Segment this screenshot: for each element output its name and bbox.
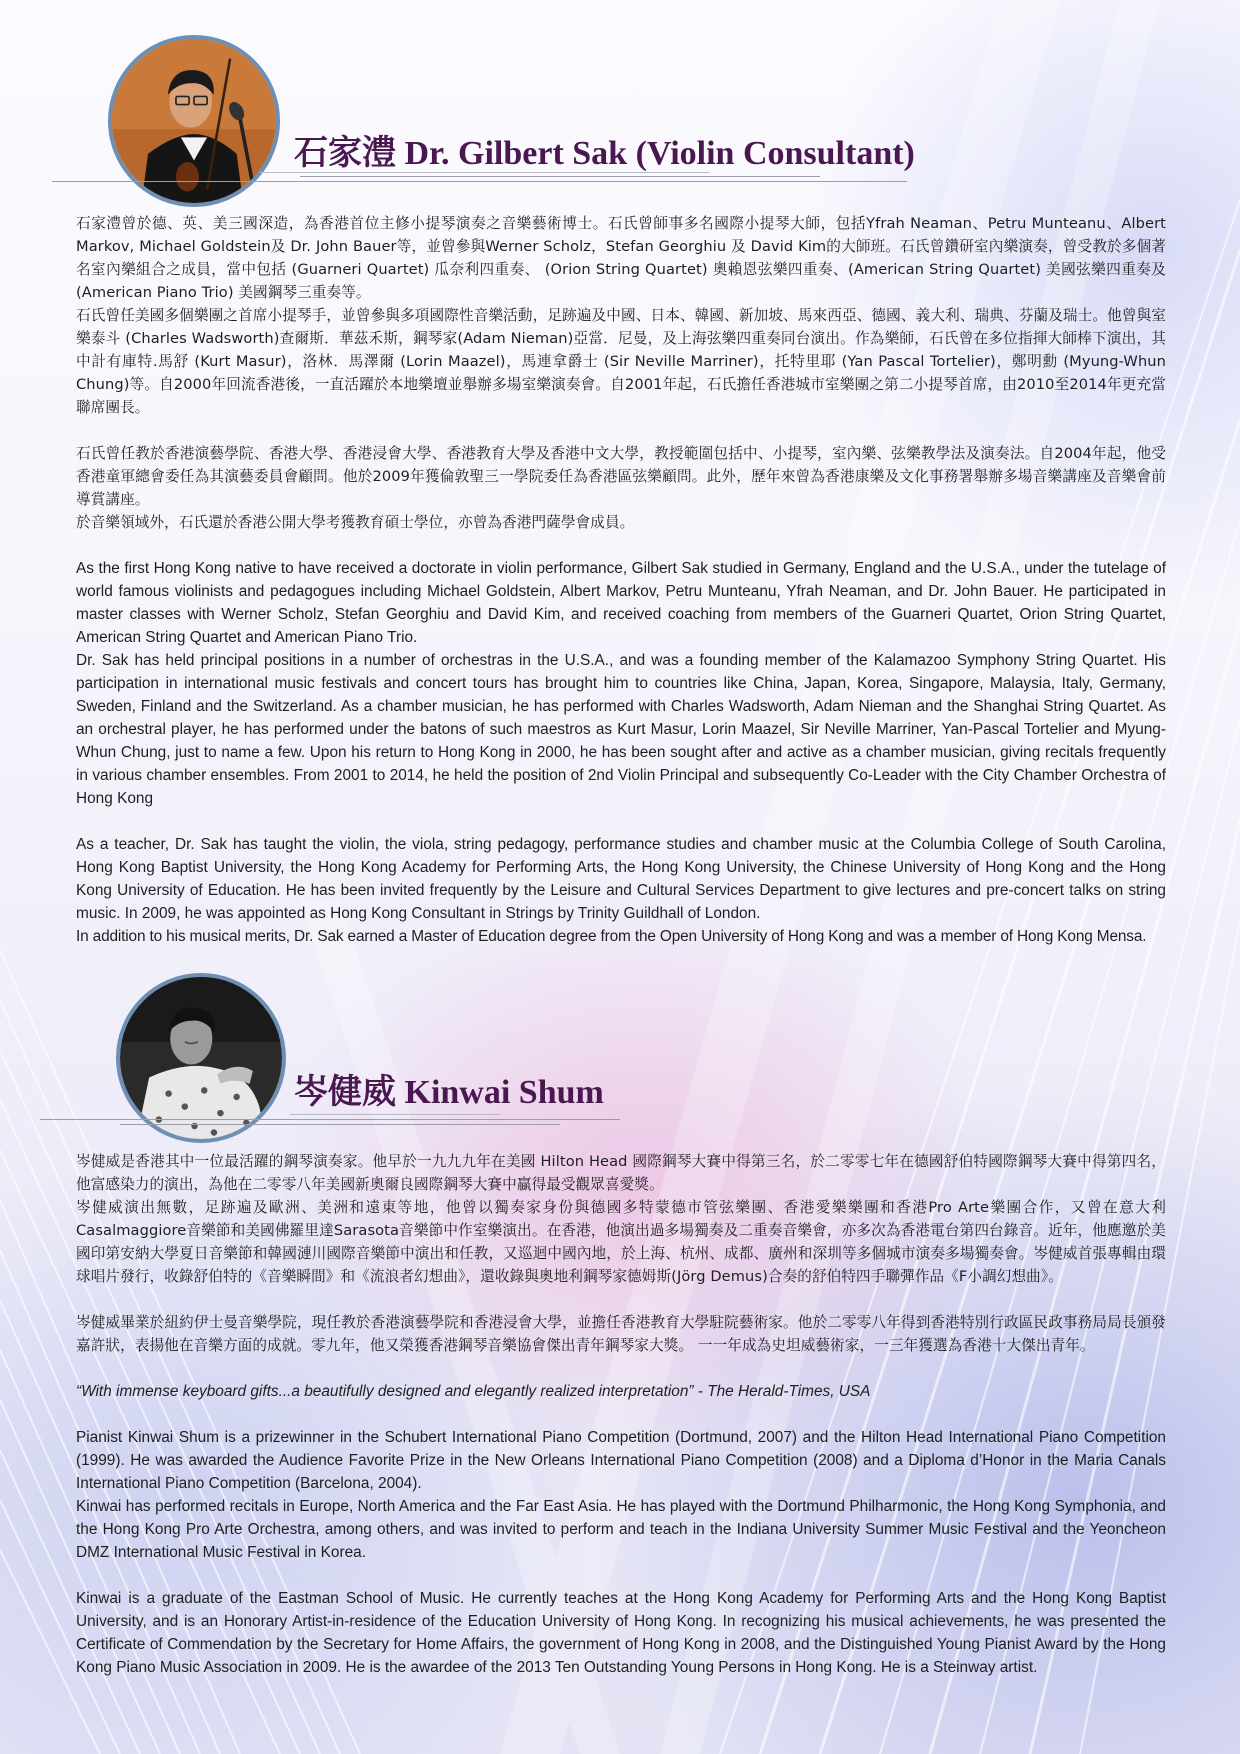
bio-paragraph: In addition to his musical merits, Dr. Sak earned a Master of Education degree from the Open University of Hong Kong and was a member of Hong Kong Mensa. [76, 928, 1147, 945]
heading-rule [40, 1119, 620, 1120]
bio-text-gilbert-sak [76, 212, 1166, 948]
bio-paragraph: Kinwai has performed recitals in Europe, North America and the Far East Asia. He has played with the Dortmund Philharmonic, the Hong Kong Symphonia, and the Hong Kong Pro Arte Orchestra, among others, and was invited to perform and teach in the Indiana University Summer Music Festival and the Yeoncheon DMZ International Music Festival in Korea. [76, 1498, 1166, 1561]
bio-paragraph: Kinwai is a graduate of the Eastman School of Music. He currently teaches at the Hong Kong Academy for Performing Arts and the Hong Kong Baptist University, and is an Honorary Artist-in-residence of the Education University of Hong Kong. In recognizing his musical achievements, he was presented the Certificate of Commendation by the Secretary for Home Affairs, the government of Hong Kong in 2008, and the Distinguished Young Pianist Award by the Hong Kong Piano Music Association in 2009. He is the awardee of the 2013 Ten Outstanding Young Persons in Hong Kong. He is a Steinway artist. [76, 1590, 1166, 1676]
bio-paragraph: 岑健威畢業於紐約伊士曼音樂學院，現任教於香港演藝學院和香港浸會大學，並擔任香港教育大學駐院藝術家。他於二零零八年得到香港特別行政區民政事務局局長頒發嘉許狀，表揚他在音樂方面的成就。零九年，他又榮獲香港鋼琴音樂協會傑出青年鋼琴家大獎。 一一年成為史坦威藝術家，一三年獲選為香港十大傑出青年。 [76, 1314, 1166, 1354]
page-title-gilbert-sak: 石家澧 Dr. Gilbert Sak (Violin Consultant) [294, 135, 915, 172]
bio-paragraph: 石家澧曾於德、英、美三國深造，為香港首位主修小提琴演奏之音樂藝術博士。石氏曾師事多名國際小提琴大師，包括Yfrah Neaman、Petru Munteanu、Albert Markov, Michael Goldstein及 Dr. John Bauer等，並曾參與Werner Scholz，Stefan Georghiu 及 David Kim的大師班。石氏曾鑽研室內樂演奏，曾受教於多個著名室內樂組合之成員，當中包括 (Guarneri Quartet) 瓜奈利四重奏、 (Orion String Quartet) 奧賴恩弦樂四重奏、(American String Quartet) 美國弦樂四重奏及 (American Piano Trio) 美國鋼琴三重奏等。 [76, 215, 1166, 301]
bio-paragraph: As a teacher, Dr. Sak has taught the violin, the viola, string pedagogy, performance studies and chamber music at the Columbia College of South Carolina, Hong Kong Baptist University, the Hong Kong Academy for Performing Arts, the Hong Kong University, the Chinese University of Hong Kong and the Hong Kong University of Education. He has been invited frequently by the Leisure and Cultural Services Department to give lectures and pre-concert talks on string music. In 2009, he was appointed as Hong Kong Consultant in Strings by Trinity Guildhall of London. [76, 836, 1166, 922]
bio-paragraph: Pianist Kinwai Shum is a prizewinner in the Schubert International Piano Competition (Dortmund, 2007) and the Hilton Head International Piano Competition (1999). He was awarded the Audience Favorite Prize in the New Orleans International Piano Competition (2008) and a Diploma d’Honor in the Maria Canals International Piano Competition (Barcelona, 2004). [76, 1429, 1166, 1492]
bio-text-kinwai-shum [76, 1150, 1166, 1679]
bio-paragraph: 岑健威是香港其中一位最活躍的鋼琴演奏家。他早於一九九九年在美國 Hilton Head 國際鋼琴大賽中得第三名，於二零零七年在德國舒伯特國際鋼琴大賽中得第四名，他富感染力的演出，為他在二零零八年美國新奧爾良國際鋼琴大賽中贏得最受觀眾喜愛獎。 [76, 1153, 1166, 1193]
bio-paragraph: Dr. Sak has held principal positions in a number of orchestras in the U.S.A., and was a founding member of the Kalamazoo Symphony String Quartet. His participation in international music festivals and concert tours has brought him to countries like China, Japan, Korea, Singapore, Malaysia, Italy, Germany, Sweden, Finland and the Switzerland. As a chamber musician, he has performed with Charles Wadsworth, Adam Nieman and the Shanghai String Quartet. As an orchestral player, he has performed under the batons of such maestros as Kurt Masur, Lorin Maazel, Sir Neville Marriner, Yan-Pascal Tortelier and Myung-Whun Chung, just to name a few. Upon his return to Hong Kong in 2000, he has been sought after and active as a chamber musician, giving recitals frequently in various chamber ensembles. From 2001 to 2014, he held the position of 2nd Violin Principal and subsequently Co-Leader with the City Chamber Orchestra of Hong Kong [76, 652, 1166, 807]
heading-rule [52, 181, 907, 182]
press-quote: “With immense keyboard gifts...a beautifully designed and elegantly realized interpretation” - The Herald-Times, USA [76, 1383, 871, 1400]
bio-paragraph: 石氏曾任教於香港演藝學院、香港大學、香港浸會大學、香港教育大學及香港中文大學，教授範圍包括中、小提琴，室內樂、弦樂教學法及演奏法。自2004年起，他受香港童軍總會委任為其演藝委員會顧問。他於2009年獲倫敦聖三一學院委任為香港區弦樂顧問。此外，歷年來曾為香港康樂及文化事務署舉辦多場音樂講座及音樂會前導賞講座。 [76, 445, 1166, 508]
heading-rule [260, 172, 710, 173]
bio-paragraph: As the first Hong Kong native to have received a doctorate in violin performance, Gilbert Sak studied in Germany, England and the U.S.A., under the tutelage of world famous violinists and pedagogues including Michael Goldstein, Albert Markov, Petru Munteanu, Yfrah Neaman, and Dr. John Bauer. He participated in master classes with Werner Scholz, Stefan Georghiu and David Kim, and received coaching from members of the Guarneri Quartet, Orion String Quartet, American String Quartet and American Piano Trio. [76, 560, 1166, 646]
heading-rule [120, 1124, 560, 1125]
heading-rule [300, 176, 820, 177]
heading-rule [290, 1114, 500, 1115]
bio-paragraph: 石氏曾任美國多個樂團之首席小提琴手，並曾參與多項國際性音樂活動，足跡遍及中國、日本、韓國、新加坡、馬來西亞、德國、義大利、瑞典、芬蘭及瑞士。他曾與室樂泰斗 (Charles Wadsworth)查爾斯．華茲禾斯，鋼琴家(Adam Nieman)亞當．尼曼，及上海弦樂四重奏同台演出。作為樂師，石氏曾在多位指揮大師棒下演出，其中計有庫特.馬舒 (Kurt Masur)，洛林．馬澤爾 (Lorin Maazel)，馬連拿爵士 (Sir Neville Marriner)，托特里耶 (Yan Pascal Tortelier)，鄭明勳 (Myung-Whun Chung)等。自2000年回流香港後，一直活躍於本地樂壇並舉辦多場室樂演奏會。自2001年起，石氏擔任香港城市室樂團之第二小提琴首席，由2010至2014年更充當聯席團長。 [76, 307, 1166, 416]
pianist-portrait-icon [116, 973, 286, 1143]
bio-paragraph: 於音樂領域外，石氏還於香港公開大學考獲教育碩士學位，亦曾為香港門薩學會成員。 [76, 514, 635, 531]
bio-paragraph: 岑健威演出無數，足跡遍及歐洲、美洲和遠東等地，他曾以獨奏家身份與德國多特蒙德市管弦樂團、香港愛樂樂團和香港Pro Arte樂團合作，又曾在意大利Casalmaggiore音樂節和美國佛羅里達Sarasota音樂節中作室樂演出。在香港，他演出過多場獨奏及二重奏音樂會，亦多次為香港電台第四台錄音。近年，他應邀於美國印第安納大學夏日音樂節和韓國漣川國際音樂節中演出和任教，又巡迴中國內地，於上海、杭州、成都、廣州和深圳等多個城市演奏多場獨奏會。岑健威首張專輯由環球唱片發行，收錄舒伯特的《音樂瞬間》和《流浪者幻想曲》，還收錄與奧地利鋼琴家德姆斯(Jörg Demus)合奏的舒伯特四手聯彈作品《F小調幻想曲》。 [76, 1199, 1166, 1285]
page-title-kinwai-shum: 岑健威 Kinwai Shum [294, 1074, 604, 1111]
